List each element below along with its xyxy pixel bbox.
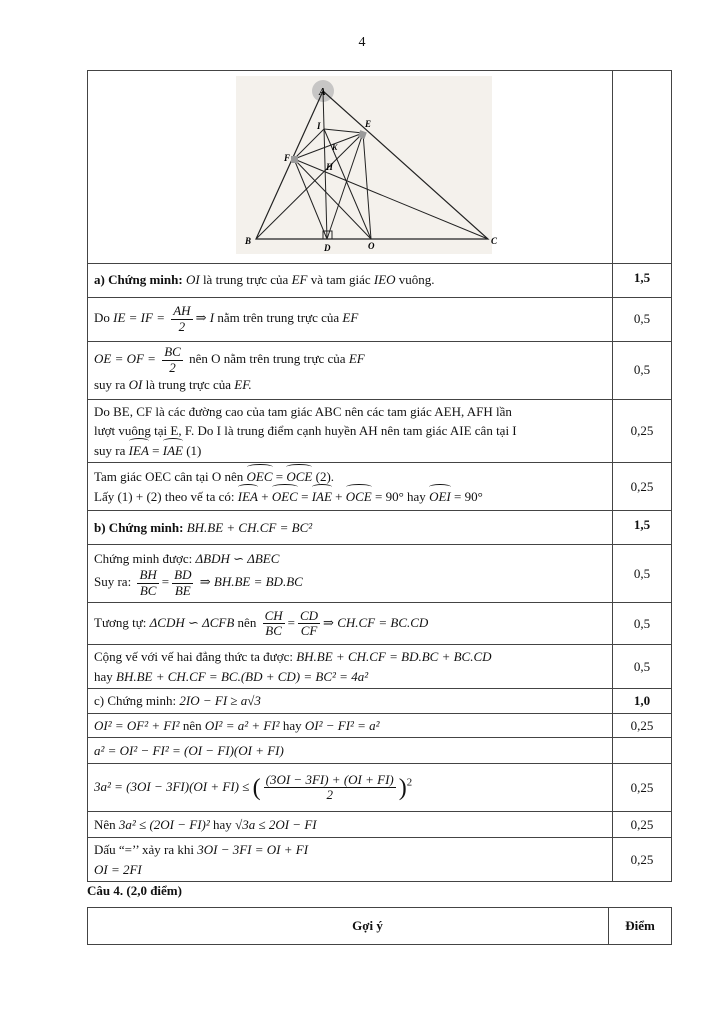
row-oec: Tam giác OEC cân tại O nên OEC = OCE (2). Lấy (1) + (2) theo vế ta có: IEA + OEC = IAE + OCE = 90° hay OEI = 90° xyxy=(88,463,613,511)
label-H: H xyxy=(326,162,334,172)
points: 0,25 xyxy=(613,812,672,838)
row-b-title: b) Chứng minh: BH.BE + CH.CF = BC² xyxy=(88,511,613,545)
row-pythagoras: OI² = OF² + FI² nên OI² = a² + FI² hay OI² − FI² = a² xyxy=(88,713,613,738)
row-a-title: a) Chứng minh: OI là trung trực của EF và tam giác IEO vuông. xyxy=(88,263,613,297)
points: 0,25 xyxy=(613,463,672,511)
points: 0,5 xyxy=(613,603,672,645)
geometry-figure xyxy=(88,71,612,257)
points: 0,25 xyxy=(613,713,672,738)
row-similar-cdh: Tương tự: ΔCDH ∽ ΔCFB nên $\frac{CH}{BC}$ = $\frac{CD}{CF}$ ⇒ CH.CF = BC.CD xyxy=(88,603,613,645)
hint-table xyxy=(87,907,672,945)
label-O: O xyxy=(368,241,375,251)
points: 0,25 xyxy=(613,764,672,812)
points: 0,5 xyxy=(613,341,672,399)
label-F: F xyxy=(284,153,291,163)
points-cell-empty xyxy=(613,71,672,264)
points: 1,5 xyxy=(613,263,672,297)
points: 0,25 xyxy=(613,399,672,463)
points: 0,25 xyxy=(613,838,672,882)
figure-cell xyxy=(88,71,613,264)
row-sum: Cộng vế với vế hai đẳng thức ta được: BH.BE + CH.CF = BD.BC + BC.CD hay BH.BE + CH.CF = BC.(BD + CD) = BC² = 4a² xyxy=(88,645,613,689)
label-K: K xyxy=(332,143,338,152)
row-altitudes: Do BE, CF là các đường cao của tam giác ABC nên các tam giác AEH, AFH lần lượt vuông tại E, F. Do I là trung điểm cạnh huyền AH nên tam giác AIE cân tại I suy ra IEA = IAE (1) xyxy=(88,399,613,463)
row-ie-if: Do IE = IF = $\frac{AH}{2}$ ⇒ I nằm trên trung trực của EF xyxy=(88,297,613,341)
points: 0,5 xyxy=(613,545,672,603)
hint-header: Gợi ý xyxy=(88,908,609,945)
points: 1,0 xyxy=(613,689,672,714)
label-A: A xyxy=(319,87,326,98)
row-c-title: c) Chứng minh: 2IO − FI ≥ a√3 xyxy=(88,689,613,714)
points: 1,5 xyxy=(613,511,672,545)
label-E: E xyxy=(365,119,372,129)
label-C: C xyxy=(491,236,498,246)
row-equality: Dấu “=’’ xảy ra khi 3OI − 3FI = OI + FI OI = 2FI xyxy=(88,838,613,882)
page-number: 4 xyxy=(358,35,366,50)
points-header: Điểm xyxy=(609,908,672,945)
row-conclusion: Nên 3a² ≤ (2OI − FI)² hay √3a ≤ 2OI − FI xyxy=(88,812,613,838)
row-inequality: 3a² = (3OI − 3FI)(OI + FI) ≤ ( $\frac{(3OI - 3FI) + (OI + FI)}{2}$ )$^2$ xyxy=(88,764,613,812)
solution-table xyxy=(87,70,672,882)
row-factor: a² = OI² − FI² = (OI − FI)(OI + FI) xyxy=(88,738,613,764)
label-D: D xyxy=(324,243,331,253)
section-title: Câu 4. (2,0 điểm) xyxy=(87,883,182,898)
points: 0,5 xyxy=(613,297,672,341)
row-similar-bdh: Chứng minh được: ΔBDH ∽ ΔBEC Suy ra: $\frac{BH}{BC}$ = $\frac{BD}{BE}$ ⇒ BH.BE = BD.BC xyxy=(88,545,613,603)
points xyxy=(613,738,672,764)
label-I: I xyxy=(317,121,321,131)
points: 0,5 xyxy=(613,645,672,689)
row-oe-of: OE = OF = $\frac{BC}{2}$ nên O nằm trên trung trực của EF suy ra OI là trung trực của EF. xyxy=(88,341,613,399)
label-B: B xyxy=(245,236,252,246)
